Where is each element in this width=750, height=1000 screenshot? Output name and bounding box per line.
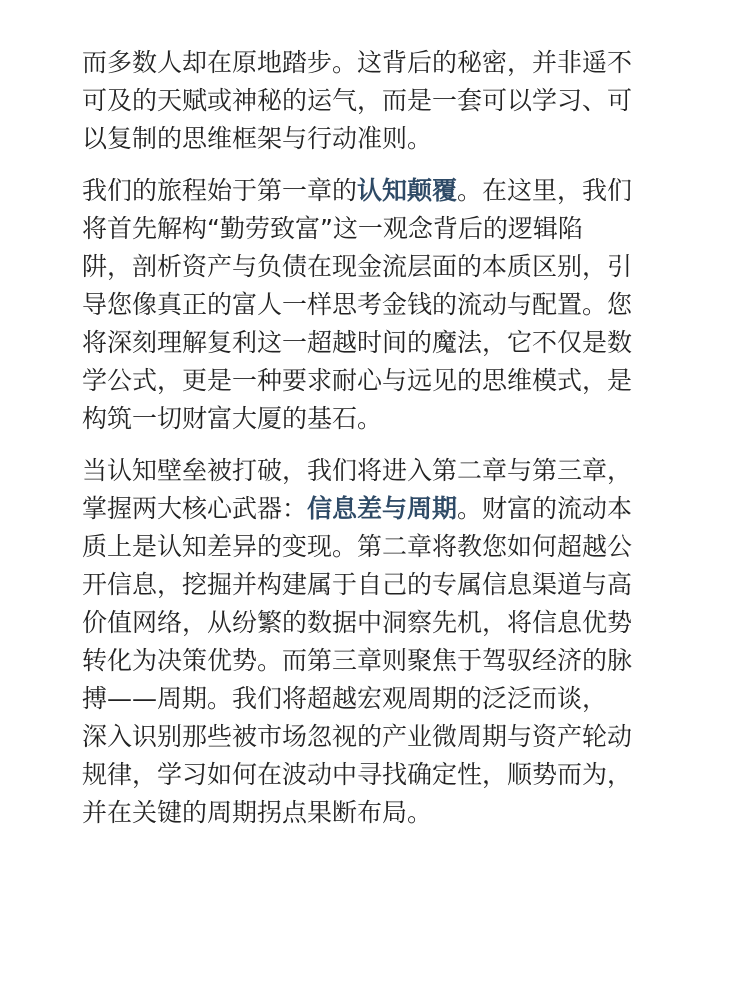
text-segment: 导您像真正的富人一样思考金钱的流动与配置。您: [82, 290, 633, 319]
text-segment: 我们的旅程始于第一章的: [82, 176, 358, 205]
text-line: [82, 528, 682, 566]
text-segment: 价值网络，从纷繁的数据中洞察先机，将信息优势: [82, 608, 633, 637]
text-segment: 当认知壁垒被打破，我们将进入第二章与第三章，: [82, 456, 633, 485]
text-line: [82, 400, 682, 438]
text-segment: 学公式，更是一种要求耐心与远见的思维模式，是: [82, 366, 633, 395]
text-line: [82, 680, 682, 718]
text-segment: 阱，剖析资产与负债在现金流层面的本质区别，引: [82, 252, 633, 281]
text-line: [82, 286, 682, 324]
text-line: [82, 120, 682, 158]
text-line: [82, 642, 682, 680]
text-segment: 。财富的流动本: [457, 494, 633, 523]
text-line: [82, 794, 682, 832]
text-segment: 构筑一切财富大厦的基石。: [82, 404, 383, 433]
text-segment: 。在这里，我们: [457, 176, 633, 205]
text-line: [82, 604, 682, 642]
text-segment: 掌握两大核心武器：: [82, 494, 308, 523]
text-line: [82, 452, 682, 490]
text-line: [82, 756, 682, 794]
text-segment: 质上是认知差异的变现。第二章将教您如何超越公: [82, 532, 633, 561]
paragraph-3: [82, 452, 682, 832]
text-segment: 开信息，挖掘并构建属于自己的专属信息渠道与高: [82, 570, 633, 599]
paragraph-2: [82, 172, 682, 438]
text-line: [82, 210, 682, 248]
text-segment: 将深刻理解复利这一超越时间的魔法，它不仅是数: [82, 328, 633, 357]
text-segment: 规律，学习如何在波动中寻找确定性，顺势而为，: [82, 760, 633, 789]
text-line: [82, 362, 682, 400]
highlight-info-gap-and-cycle: 信息差与周期: [307, 494, 458, 523]
highlight-cognitive-subversion: 认知颠覆: [357, 176, 458, 205]
text-segment: 可及的天赋或神秘的运气，而是一套可以学习、可: [82, 86, 633, 115]
text-line: [82, 718, 682, 756]
text-line: [82, 324, 682, 362]
text-line: [82, 172, 682, 210]
text-line: [82, 490, 682, 528]
text-line: [82, 248, 682, 286]
text-line: [82, 44, 682, 82]
text-segment: 并在关键的周期拐点果断布局。: [82, 798, 433, 827]
text-segment: 深入识别那些被市场忽视的产业微周期与资产轮动: [82, 722, 633, 751]
text-line: [82, 82, 682, 120]
text-segment: 搏——周期。我们将超越宏观周期的泛泛而谈，: [82, 684, 608, 713]
text-segment: 转化为决策优势。而第三章则聚焦于驾驭经济的脉: [82, 646, 633, 675]
text-segment: 将首先解构“勤劳致富”这一观念背后的逻辑陷: [82, 214, 583, 243]
paragraph-1: [82, 44, 682, 158]
text-segment: 以复制的思维框架与行动准则。: [82, 124, 433, 153]
text-segment: 而多数人却在原地踏步。这背后的秘密，并非遥不: [82, 48, 633, 77]
article-body: [82, 44, 682, 846]
text-line: [82, 566, 682, 604]
